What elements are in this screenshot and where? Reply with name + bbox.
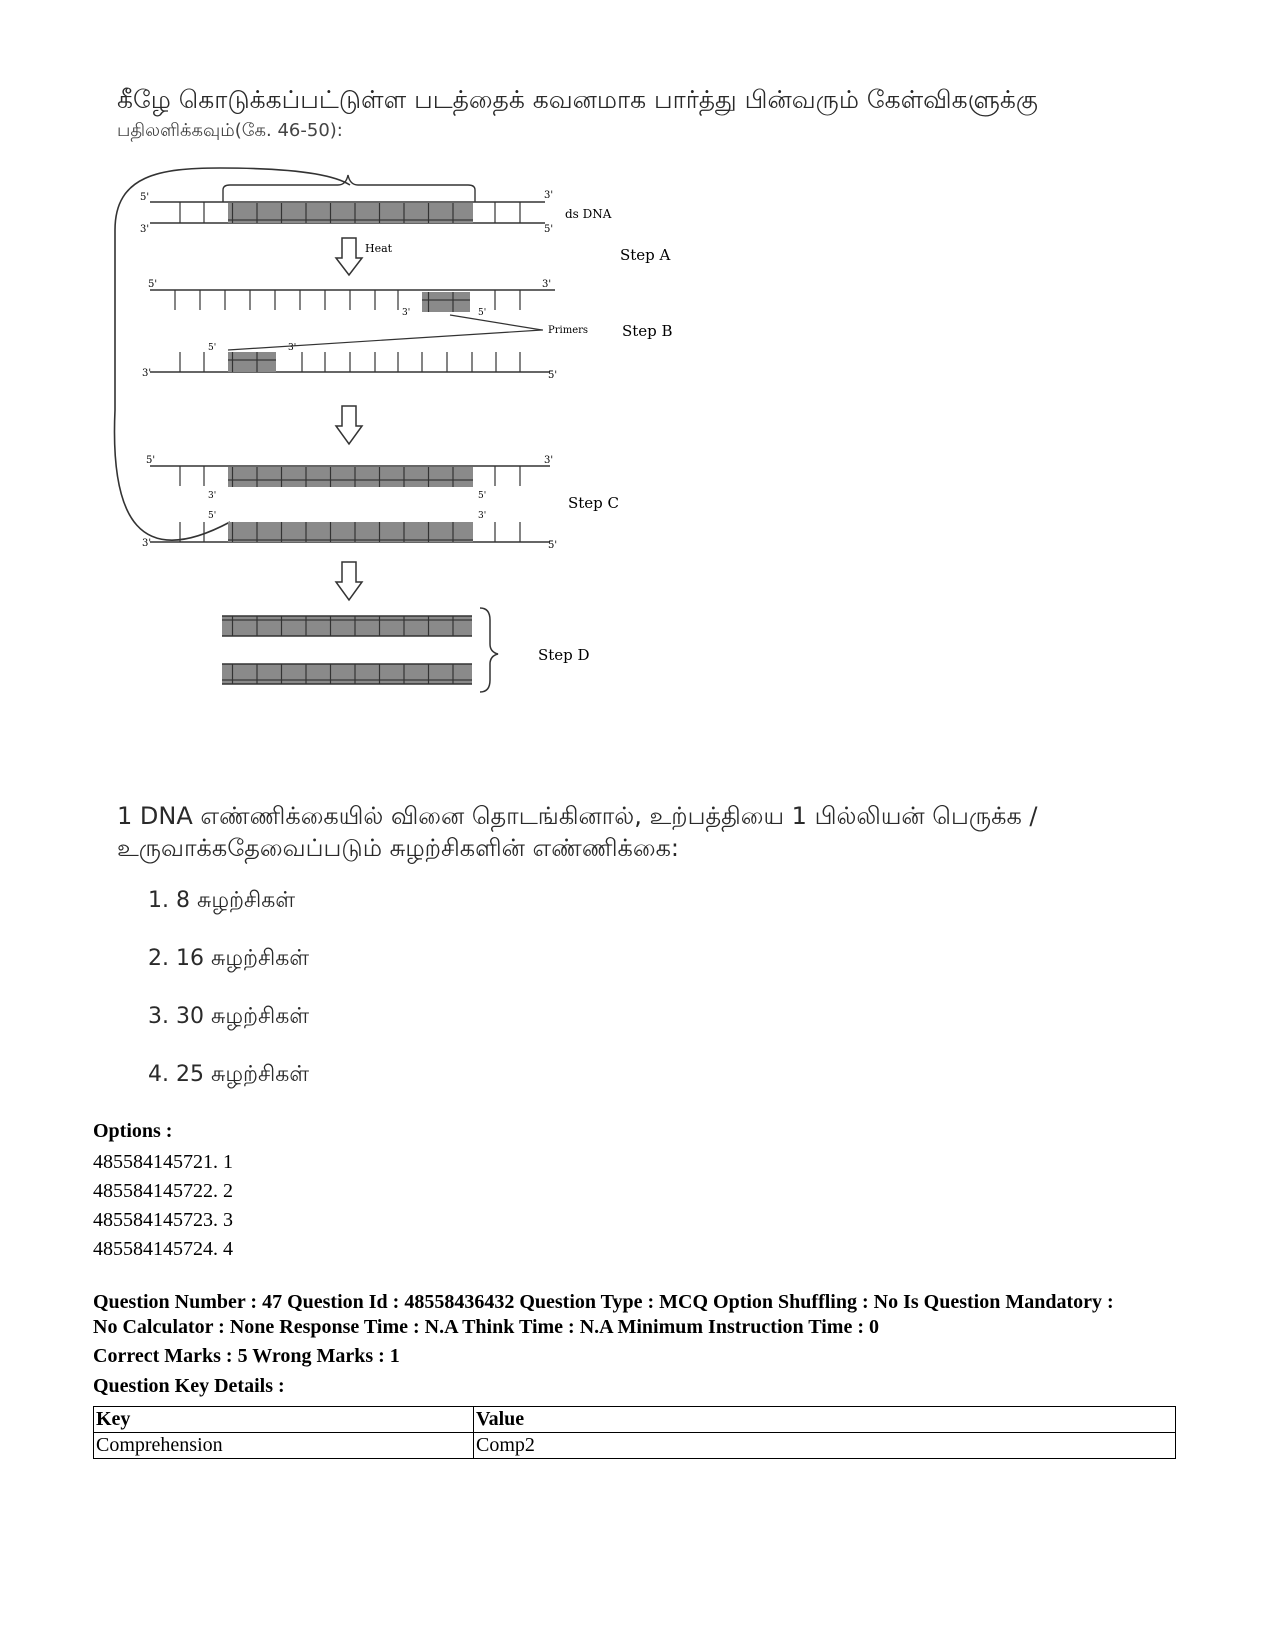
c-bottom-five-prime: 5' [548,540,558,551]
product-arrow [336,562,362,600]
ss-bottom-five-prime: 5' [548,370,558,381]
choice-3: 3. 30 சுழற்சிகள் [148,1004,310,1029]
extension-arrow [336,406,362,444]
primer-top [422,292,470,312]
primer-bottom [228,352,276,372]
key-details-label: Question Key Details : [93,1375,285,1397]
options-label: Options : [93,1120,173,1142]
c-top-copy-three-prime: 3' [208,491,217,501]
c-bottom-three-prime: 3' [142,538,152,549]
c-bottom-copy-three-prime: 3' [478,511,487,521]
options-list [93,1148,233,1264]
c-top-copy-five-prime: 5' [478,491,487,501]
instruction-text [117,84,1167,146]
ss-top-five-prime: 5' [148,279,158,290]
option-2: 485584145722. 2 [93,1180,233,1202]
instruction-line-1: கீழே கொடுக்கப்பட்டுள்ள படத்தைக் கவனமாக பார்த்து பின்வரும் கேள்விகளுக்கு [117,85,1038,114]
top-bracket [223,175,475,202]
choice-4: 4. 25 சுழற்சிகள் [148,1062,310,1087]
step-b-label: Step B [622,322,673,340]
ds-three-prime: 3' [140,224,150,235]
primers-label: Primers [548,325,589,336]
question-choices [148,888,309,1120]
step-d-brace [480,608,498,692]
step-d-duplex-1 [222,616,472,636]
step-d-duplex-2 [222,664,472,684]
ss-bottom-three-prime: 3' [142,368,152,379]
table-cell-key: Comprehension [94,1433,474,1459]
ds-dna-label: ds DNA [565,207,612,221]
ds-three-prime-right: 3' [544,190,554,201]
choice-1: 1. 8 சுழற்சிகள் [148,888,296,913]
option-1: 485584145721. 1 [93,1151,233,1173]
primer-bottom-five-prime: 5' [208,343,217,353]
primer-top-five-prime: 5' [478,308,487,318]
instruction-line-2: பதிலளிக்கவும்(கே. 46-50): [117,120,343,141]
table-cell-value: Comp2 [474,1433,1176,1459]
ss-top-three-prime: 3' [542,279,552,290]
marks-line: Correct Marks : 5 Wrong Marks : 1 [93,1345,400,1367]
step-d-label: Step D [538,646,590,664]
primer-top-three-prime: 3' [402,308,411,318]
ds-five-prime: 5' [140,192,150,203]
ds-dna-target-region [228,203,473,223]
table-header-key: Key [94,1407,474,1433]
choice-2: 2. 16 சுழற்சிகள் [148,946,310,971]
meta-line-1: Question Number : 47 Question Id : 48558436432 Question Type : MCQ Option Shuffling : No Is Question Mandatory : [93,1291,1114,1313]
c-top-three-prime: 3' [544,455,554,466]
option-3: 485584145723. 3 [93,1209,233,1231]
heat-label: Heat [365,242,393,255]
c-bottom-copy-five-prime: 5' [208,511,217,521]
meta-line-2: No Calculator : None Response Time : N.A Think Time : N.A Minimum Instruction Time : 0 [93,1316,879,1338]
step-c-bottom-copy [228,522,473,542]
step-c-label: Step C [568,494,620,512]
table-header-row [94,1407,1176,1433]
table-row [94,1433,1176,1459]
question-meta [93,1290,1193,1340]
c-top-five-prime: 5' [146,455,156,466]
step-a-label: Step A [620,246,671,264]
heat-arrow [336,238,362,275]
pcr-diagram [110,160,710,700]
ds-five-prime-right: 5' [544,224,554,235]
table-header-value: Value [474,1407,1176,1433]
step-c-top-copy [228,467,473,487]
question-text: 1 DNA எண்ணிக்கையில் வினை தொடங்கினால், உற்பத்தியை 1 பில்லியன் பெருக்க / உருவாக்கதேவைப்படும் சுழற்சிகளின் எண்ணிக்கை: [117,802,1038,862]
primer-bottom-three-prime: 3' [288,343,297,353]
option-4: 485584145724. 4 [93,1238,233,1260]
key-details-table [93,1406,1176,1459]
